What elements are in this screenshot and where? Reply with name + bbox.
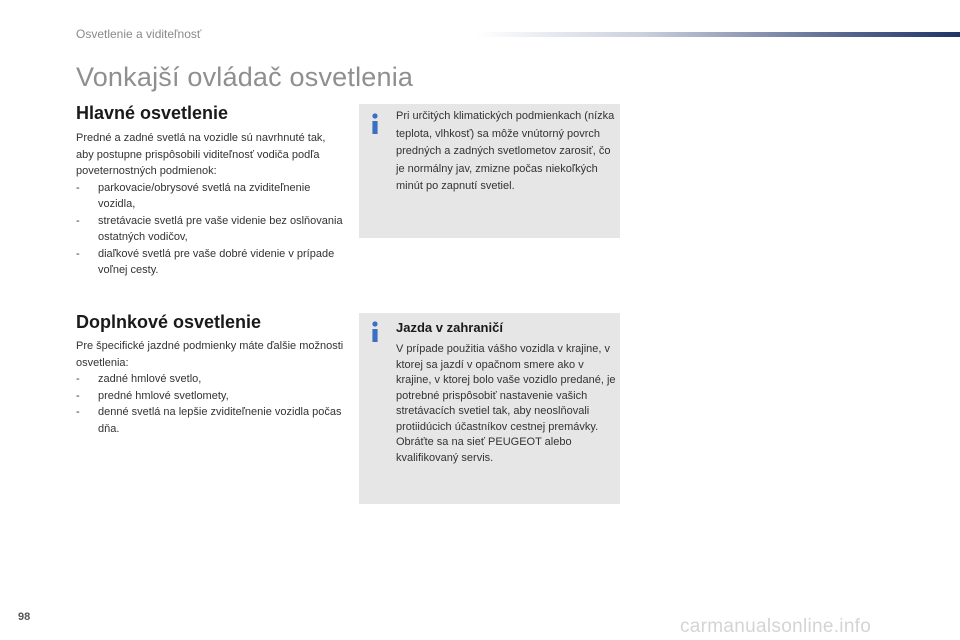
list-item: - predné hmlové svetlomety, [76,388,351,405]
info-box-text: Pri určitých klimatických podmienkach (nízka teplota, vlhkosť) sa môže vnútorný povrch predných a zadných svetlometov zarosiť, čo je normálny jav, zmizne počas niekoľkých minút po zapnutí svetiel. [396,110,615,192]
info-box-paragraph: Obráťte sa na sieť PEUGEOT alebo kvalifikovaný servis. [396,436,572,464]
extra-lighting-list [76,371,351,437]
info-icon [369,321,381,343]
info-box-text [396,342,618,466]
extra-lighting-heading: Doplnkové osvetlenie [76,312,262,332]
info-box-climate [359,104,620,238]
main-lighting-heading: Hlavné osvetlenie [76,103,229,123]
extra-lighting-intro: Pre špecifické jazdné podmienky máte ďalšie možnosti osvetlenia: [76,340,344,369]
header-title: Osvetlenie a viditeľnosť [76,27,202,41]
page-number: 98 [18,611,31,623]
list-item: - parkovacie/obrysové svetlá na zviditeľnenie vozidla, [76,180,346,213]
header-bar [476,32,960,37]
info-icon [369,113,381,135]
list-item: - denné svetlá na lepšie zviditeľnenie vozidla počas dňa. [76,404,351,437]
info-box-heading: Jazda v zahraničí [396,320,503,335]
info-box-paragraph: V prípade použitia vášho vozidla v krajine, v ktorej sa jazdí v opačnom smere ako v krajine, v ktorej bolo vaše vozidlo predané, je potrebné prispôsobiť nastavenie vašich stretávacích svetiel tak, aby neoslňovali protiidúcich účastníkov cestnej premávky. [396,343,616,433]
page-title: Vonkajší ovládač osvetlenia [76,62,414,92]
main-lighting-list [76,180,346,279]
list-item: - zadné hmlové svetlo, [76,371,351,388]
extra-lighting-text [76,338,351,437]
list-item: - stretávacie svetlá pre vaše videnie bez oslňovania ostatných vodičov, [76,213,346,246]
main-lighting-intro: Predné a zadné svetlá na vozidle sú navrhnuté tak, aby postupne prispôsobili viditeľnosť vodiča podľa poveternostných podmienok: [76,132,326,177]
main-lighting-text [76,130,346,279]
watermark: carmanualsonline.info [680,616,872,637]
info-box-abroad [359,313,620,504]
list-item: - diaľkové svetlá pre vaše dobré videnie v prípade voľnej cesty. [76,246,346,279]
